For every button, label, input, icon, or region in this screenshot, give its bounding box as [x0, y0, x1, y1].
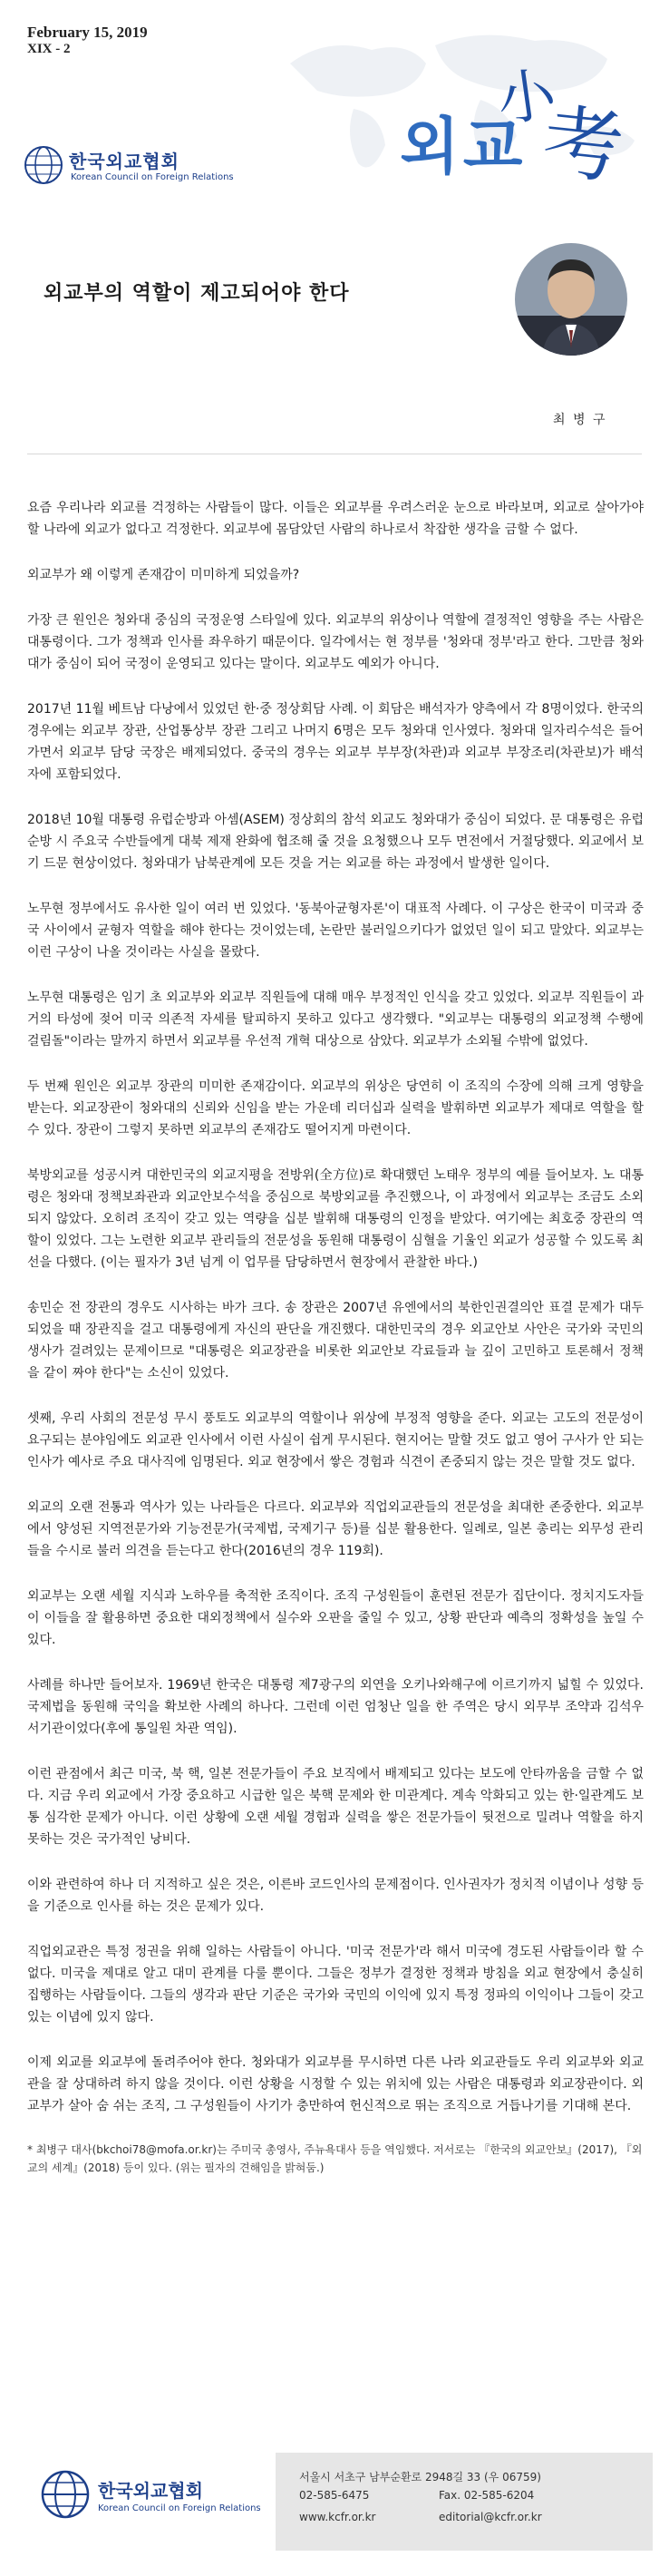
article-body — [27, 497, 644, 2177]
newsletter-footer — [0, 2431, 669, 2576]
kcfr-logo-icon — [24, 145, 63, 185]
article-paragraph: 노무현 대통령은 임기 초 외교부와 외교부 직원들에 대해 매우 부정적인 인식을 갖고 있었다. 외교부 직원들이 과거의 타성에 젖어 미국 의존적 자세를 탈피하지 못하고 있다고 생각했다. "외교부는 대통령의 외교정책 수행에 걸림돌"이라는 말까지 하면서 외교부를 우선적 개혁 대상으로 삼았다. 외교부가 소외될 수밖에 없었다. — [27, 990, 644, 1049]
article-paragraph: 직업외교관은 특정 정권을 위해 일하는 사람들이 아니다. '미국 전문가'라 해서 미국에 경도된 사람들이라 할 수 없다. 미국을 제대로 알고 대미 관계를 다룰 뿐이다. 그들은 정부가 결정한 정책과 방침을 외교 현장에서 충실히 집행하는 사람들이다. 그들의 생각과 판단 기준은 국가와 국민의 이익에 있지 특정 정파의 이익이나 그들이 갖고 있는 이념에 있지 않다. — [27, 1945, 644, 2025]
kcfr-footer-logo-icon — [40, 2469, 91, 2520]
author-photo — [515, 243, 627, 356]
author-name: 최 병 구 — [553, 413, 607, 427]
newsletter-header — [0, 0, 669, 209]
article-paragraph: 요즘 우리나라 외교를 걱정하는 사람들이 많다. 이들은 외교부를 우려스러운 눈으로 바라보며, 외교로 살아가야 할 나라에 외교가 없다고 걱정한다. 외교부에 몸담았던 사람의 하나로서 착잡한 생각을 금할 수 없다. — [27, 501, 644, 537]
article-paragraph: 이제 외교를 외교부에 돌려주어야 한다. 청와대가 외교부를 무시하면 다른 나라 외교관들도 우리 외교부와 외교관을 잘 상대하려 하지 않을 것이다. 이런 상황을 시정할 수 있는 위치에 있는 사람은 대통령과 외교장관이다. 외교부가 살아 숨 쉬는 조직, 그 구성원들이 사기가 충만하여 헌신적으로 뛰는 조직으로 거듭나기를 기대해 본다. — [27, 2055, 644, 2113]
article-paragraph: 외교부가 왜 이렇게 존재감이 미미하게 되었을까? — [27, 568, 300, 582]
article-paragraph: 가장 큰 원인은 청와대 중심의 국정운영 스타일에 있다. 외교부의 위상이나 역할에 결정적인 영향을 주는 사람은 대통령이다. 그가 정책과 인사를 좌우하기 때문이다. 일각에서는 현 정부를 '청와대 정부'라고 한다. 그만큼 청와대가 중심이 되어 국정이 운영되고 있다는 말이다. 외교부도 예외가 아니다. — [27, 613, 644, 671]
article-paragraph: 두 번째 원인은 외교부 장관의 미미한 존재감이다. 외교부의 위상은 당연히 이 조직의 수장에 의해 크게 영향을 받는다. 외교장관이 청와대의 신뢰와 신임을 받는 가운데 리더십과 실력을 발휘하면 외교부가 제대로 역할을 할 수 있다. 장관이 그렇지 못하면 외교부의 존재감도 떨어지게 마련이다. — [27, 1079, 644, 1137]
footer-website-link[interactable]: www.kcfr.or.kr — [299, 2511, 376, 2523]
brand-title-char-small: 小 — [492, 60, 560, 136]
footer-fax: Fax. 02-585-6204 — [439, 2489, 535, 2502]
org-name-korean: 한국외교협회 — [69, 151, 179, 172]
article-paragraph: 외교의 오랜 전통과 역사가 있는 나라들은 다르다. 외교부와 직업외교관들의 전문성을 최대한 존중한다. 외교부에서 양성된 지역전문가와 기능전문가(국제법, 국제기구 등)를 십분 활용한다. 일례로, 일본 총리는 외무성 관리들을 수시로 불러 의견을 듣는다고 한다(2016년의 경우 119회). — [27, 1500, 644, 1558]
brand-title-main: 외교 — [400, 112, 527, 183]
contact-info-box — [276, 2453, 653, 2551]
article-paragraph: 이와 관련하여 하나 더 지적하고 싶은 것은, 이른바 코드인사의 문제점이다. 인사권자가 정치적 이념이나 성향 등을 기준으로 인사를 하는 것은 문제가 있다. — [27, 1878, 644, 1914]
footer-org-name-korean: 한국외교협회 — [98, 2480, 203, 2502]
footer-email-link[interactable]: editorial@kcfr.or.kr — [439, 2511, 542, 2523]
article-title: 외교부의 역할이 제고되어야 한다 — [44, 282, 350, 305]
article-paragraph: 송민순 전 장관의 경우도 시사하는 바가 크다. 송 장관은 2007년 유엔에서의 북한인권결의안 표결 문제가 대두되었을 때 장관직을 걸고 대통령에게 자신의 판단을 개진했다. 대한민국의 경우 외교안보 사안은 국가와 국민의 생사가 걸려있는 문제이므로 "대통령은 외교장관을 비롯한 외교안보 각료들과 늘 깊이 고민하고 토론해서 정책을 같이 짜야 한다"는 소신이 있었다. — [27, 1301, 644, 1381]
article-paragraph: 셋째, 우리 사회의 전문성 무시 풍토도 외교부의 역할이나 위상에 부정적 영향을 준다. 외교는 고도의 전문성이 요구되는 분야임에도 외교관 인사에서 이런 사실이 쉽게 무시된다. 현지어는 말할 것도 없고 영어 구사가 안 되는 인사가 예사로 주요 대사직에 임명된다. 외교 현장에서 쌓은 경험과 식견이 존중되지 않는 것은 말할 것도 없다. — [27, 1411, 644, 1469]
footer-org-name-english: Korean Council on Foreign Relations — [98, 2503, 261, 2513]
article-paragraph: 북방외교를 성공시켜 대한민국의 외교지평을 전방위(全方位)로 확대했던 노태우 정부의 예를 들어보자. 노 대통령은 청와대 정책보좌관과 외교안보수석을 중심으로 북방외교를 추진했으나, 이 과정에서 외교부는 조금도 소외되지 않았다. 오히려 조직이 갖고 있는 역량을 십분 발휘해 대통령의 인정을 받았다. 여기에는 최호중 장관의 역할이 있었다. 그는 노련한 외교부 관리들의 전문성을 동원해 대통령이 심혈을 기울인 외교가 성공할 수 있도록 최선을 다했다. (이는 필자가 3년 넘게 이 업무를 담당하면서 현장에서 관찰한 바다.) — [27, 1168, 644, 1270]
article-paragraph: 사례를 하나만 들어보자. 1969년 한국은 대통령 제7광구의 외연을 오키나와해구에 이르기까지 넓힐 수 있었다. 국제법을 동원해 국익을 확보한 사례의 하나다. 그런데 이런 엄청난 일을 한 주역은 당시 외무부 조약과 김석우 서기관이었다(후에 통일원 차관 역임). — [27, 1678, 644, 1736]
article-paragraph: 2017년 11월 베트남 다낭에서 있었던 한·중 정상회담 사례. 이 회담은 배석자가 양측에서 각 8명이었다. 한국의 경우에는 외교부 장관, 산업통상부 장관 그리고 나머지 6명은 모두 청와대 인사였다. 청와대 일자리수석은 들어가면서 외교부 담당 국장은 배제되었다. 중국의 경우는 외교부 부부장(차관)과 외교부 부장조리(차관보)가 배석자에 포함되었다. — [27, 702, 644, 782]
issue-date: February 15, 2019 — [27, 24, 148, 41]
article-paragraph: 2018년 10월 대통령 유럽순방과 아셈(ASEM) 정상회의 참석 외교도 청와대가 중심이 되었다. 문 대통령은 유럽 순방 시 주요국 수반들에게 대북 제재 완화에 협조해 줄 것을 요청했으나 모두 면전에서 거절당했다. 외교에서 보기 드문 현상이었다. 청와대가 남북관계에 모든 것을 거는 외교를 하는 과정에서 발생한 일이다. — [27, 813, 644, 871]
author-note: * 최병구 대사(bkchoi78@mofa.or.kr)는 주미국 총영사, 주뉴욕대사 등을 역임했다. 저서로는 『한국의 외교안보』(2017), 『외교의 세계』(2018) 등이 있다. (위는 필자의 견해임을 밝혀둠.) — [27, 2143, 643, 2174]
brand-title-char-think: 考 — [538, 93, 628, 196]
article-paragraph: 노무현 정부에서도 유사한 일이 여러 번 있었다. '동북아균형자론'이 대표적 사례다. 이 구상은 한국이 미국과 중국 사이에서 균형자 역할을 해야 한다는 것이었는데, 논란만 불러일으키다가 없었던 일이 되고 말았다. 외교부는 이런 구상이 나올 것이라는 사실을 몰랐다. — [27, 902, 644, 960]
article-paragraph: 이런 관점에서 최근 미국, 북 핵, 일본 전문가들이 주요 보직에서 배제되고 있다는 보도에 안타까움을 금할 수 없다. 지금 우리 외교에서 가장 중요하고 시급한 일은 북핵 문제와 한 미관계다. 계속 악화되고 있는 한·일관계도 보통 심각한 문제가 아니다. 이런 상황에 오랜 세월 경험과 실력을 쌓은 전문가들이 뒷전으로 밀려나 역할을 하지 못하는 것은 국가적인 낭비다. — [27, 1767, 644, 1847]
footer-phone: 02-585-6475 — [299, 2489, 370, 2502]
article-paragraph: 외교부는 오랜 세월 지식과 노하우를 축적한 조직이다. 조직 구성원들이 훈련된 전문가 집단이다. 정치지도자들이 이들을 잘 활용하면 중요한 대외정책에서 실수와 오판을 줄일 수 있고, 상황 판단과 예측의 정확성을 높일 수 있다. — [27, 1589, 644, 1647]
footer-address: 서울시 서초구 남부순환로 2948길 33 (우 06759) — [299, 2471, 541, 2483]
org-name-english: Korean Council on Foreign Relations — [71, 172, 234, 182]
issue-number: XIX - 2 — [27, 42, 71, 56]
